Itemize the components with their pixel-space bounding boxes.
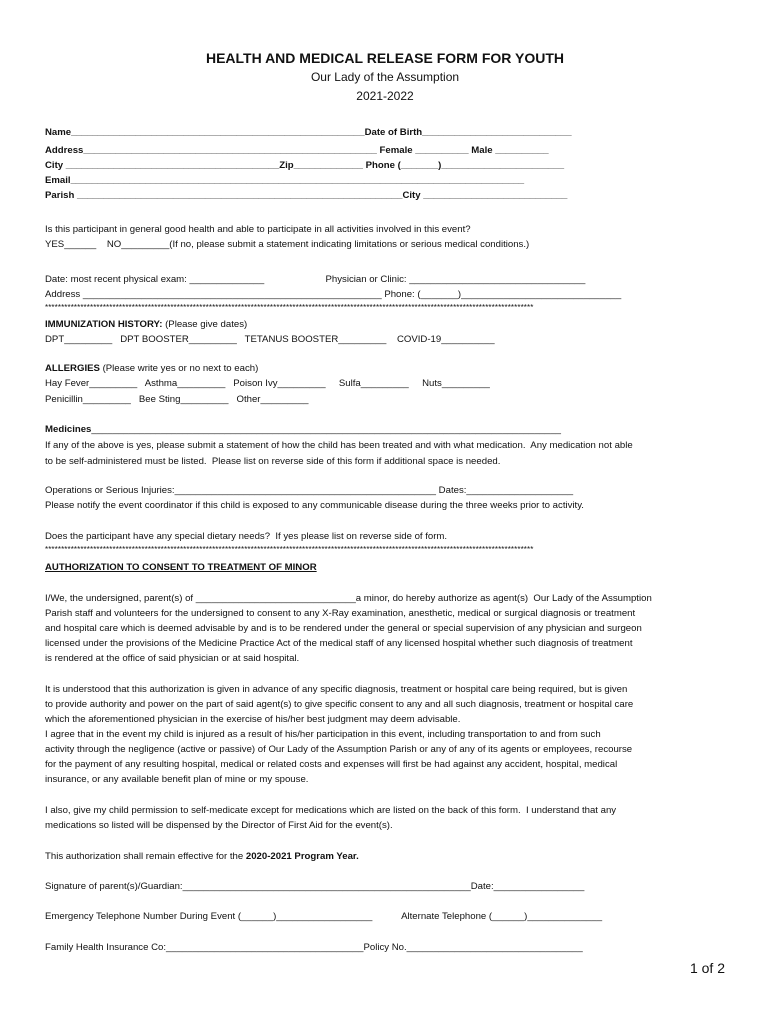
allergies-row-2[interactable]: Penicillin_________ Bee Sting_________ Other_________	[45, 394, 309, 405]
auth-p2-line: insurance, or any available benefit plan of mine or my spouse.	[45, 774, 309, 785]
email-field[interactable]: Email_____________________________________________________________________________________	[45, 175, 525, 186]
communicable-note: Please notify the event coordinator if this child is exposed to any communicable disease during the three weeks prior to activity.	[45, 500, 584, 511]
auth-p2-line: to provide authority and power on the part of said agent(s) to give specific consent to any and all such diagnosis, treatment or hospital care	[45, 699, 634, 710]
health-yes-no-field[interactable]: YES______ NO_________(If no, please submit a statement indicating limitations or serious medical conditions.)	[45, 239, 530, 250]
emergency-phone-field[interactable]: Emergency Telephone Number During Event (______)__________________ Alternate Telephone (______)______________	[45, 911, 603, 922]
operations-field[interactable]: Operations or Serious Injuries:_________________________________________________ Dates:____________________	[45, 485, 574, 496]
health-question: Is this participant in general good health and able to participate in all activities involved in this event?	[45, 224, 471, 235]
physician-address-field[interactable]: Address ________________________________________________________ Phone: (_______)______________________________	[45, 289, 622, 300]
separator: ********************************************************************************************************************************************************	[45, 303, 534, 312]
immunization-heading	[45, 319, 247, 331]
allergies-note: (Please write yes or no next to each)	[99, 363, 259, 374]
auth-p1-line: Parish staff and volunteers for the undersigned to consent to any X-Ray examination, anesthetic, medical or surgical diagnosis or treatment	[45, 608, 636, 619]
auth-p1-line: licensed under the provisions of the Medicine Practice Act of the medical staff of any licensed hospital whether such diagnosis of treatment	[45, 638, 633, 649]
auth-p3-line: medications so listed will be dispensed by the Director of First Aid for the event(s).	[45, 820, 393, 831]
medicines-line[interactable]: ________________________________________________________________________________________	[91, 424, 561, 435]
city-field[interactable]: City ________________________________________Zip_____________ Phone (_______)_______________________	[45, 160, 565, 171]
signature-field[interactable]: Signature of parent(s)/Guardian:______________________________________________________Date:_________________	[45, 881, 585, 892]
auth-p2-line: which the aforementioned physician in the exercise of his/her best judgment may deem advisable.	[45, 714, 461, 725]
auth-p1-line: is rendered at the office of said physician or at said hospital.	[45, 653, 300, 664]
allergies-row-1[interactable]: Hay Fever_________ Asthma_________ Poison Ivy_________ Sulfa_________ Nuts_________	[45, 378, 490, 389]
medicines-title: Medicines	[45, 424, 92, 435]
authorization-heading: AUTHORIZATION TO CONSENT TO TREATMENT OF MINOR	[45, 562, 317, 573]
medicines-text-2: to be self-administered must be listed. Please list on reverse side of this form if additional space is needed.	[45, 456, 501, 467]
allergies-heading	[45, 363, 258, 375]
immunization-title: IMMUNIZATION HISTORY:	[45, 319, 163, 330]
parish-field[interactable]: Parish _____________________________________________________________City ___________________________	[45, 190, 568, 201]
name-field[interactable]: Name_______________________________________________________Date of Birth____________________________	[45, 127, 572, 138]
medicines-text-1: If any of the above is yes, please submit a statement of how the child has been treated and with what medication. Any medication not able	[45, 440, 633, 451]
effective-prefix: This authorization shall remain effective for the	[45, 851, 246, 862]
auth-p1-line: and hospital care which is deemed advisable by and is to be rendered under the general or special supervision of any physician and surgeon	[45, 623, 642, 634]
immunization-fields[interactable]: DPT_________ DPT BOOSTER_________ TETANUS BOOSTER_________ COVID-19__________	[45, 334, 495, 345]
effective-statement	[45, 851, 359, 863]
auth-p2-line: It is understood that this authorization is given in advance of any specific diagnosis, treatment or hospital care being required, but is given	[45, 684, 628, 695]
separator-2: ********************************************************************************************************************************************************	[45, 545, 534, 554]
insurance-field[interactable]: Family Health Insurance Co:_____________________________________Policy No._________________________________	[45, 942, 583, 953]
auth-p2-line: activity through the negligence (active or passive) of Our Lady of the Assumption Parish or any of any of its agents or employees, recourse	[45, 744, 633, 755]
auth-p2-line: I agree that in the event my child is injured as a result of his/her participation in this event, including transportation to and from such	[45, 729, 601, 740]
dietary-question: Does the participant have any special dietary needs? If yes please list on reverse side of form.	[45, 531, 448, 542]
auth-p3-line: I also, give my child permission to self-medicate except for medications which are listed on the back of this form. I understand that any	[45, 805, 617, 816]
program-year: 2021-2022	[356, 89, 414, 103]
medicines-field[interactable]	[45, 424, 561, 436]
auth-p2-line: for the payment of any resulting hospital, medical or related costs and expenses will first be had against any accident, hospital, medical	[45, 759, 618, 770]
address-field[interactable]: Address_______________________________________________________ Female __________ Male __________	[45, 145, 549, 156]
physical-exam-field[interactable]: Date: most recent physical exam: ______________ Physician or Clinic: _________________________________	[45, 274, 586, 285]
effective-year: 2020-2021 Program Year.	[245, 851, 359, 862]
page-number: 1 of 2	[689, 960, 725, 976]
form-title: HEALTH AND MEDICAL RELEASE FORM FOR YOUTH	[205, 50, 565, 66]
allergies-title: ALLERGIES	[45, 363, 100, 374]
auth-p1-line[interactable]: I/We, the undersigned, parent(s) of ______________________________a minor, do hereby authorize as agent(s) Our Lady of the Assumption	[45, 593, 652, 604]
immunization-note: (Please give dates)	[162, 319, 248, 330]
organization-name: Our Lady of the Assumption	[310, 70, 460, 84]
